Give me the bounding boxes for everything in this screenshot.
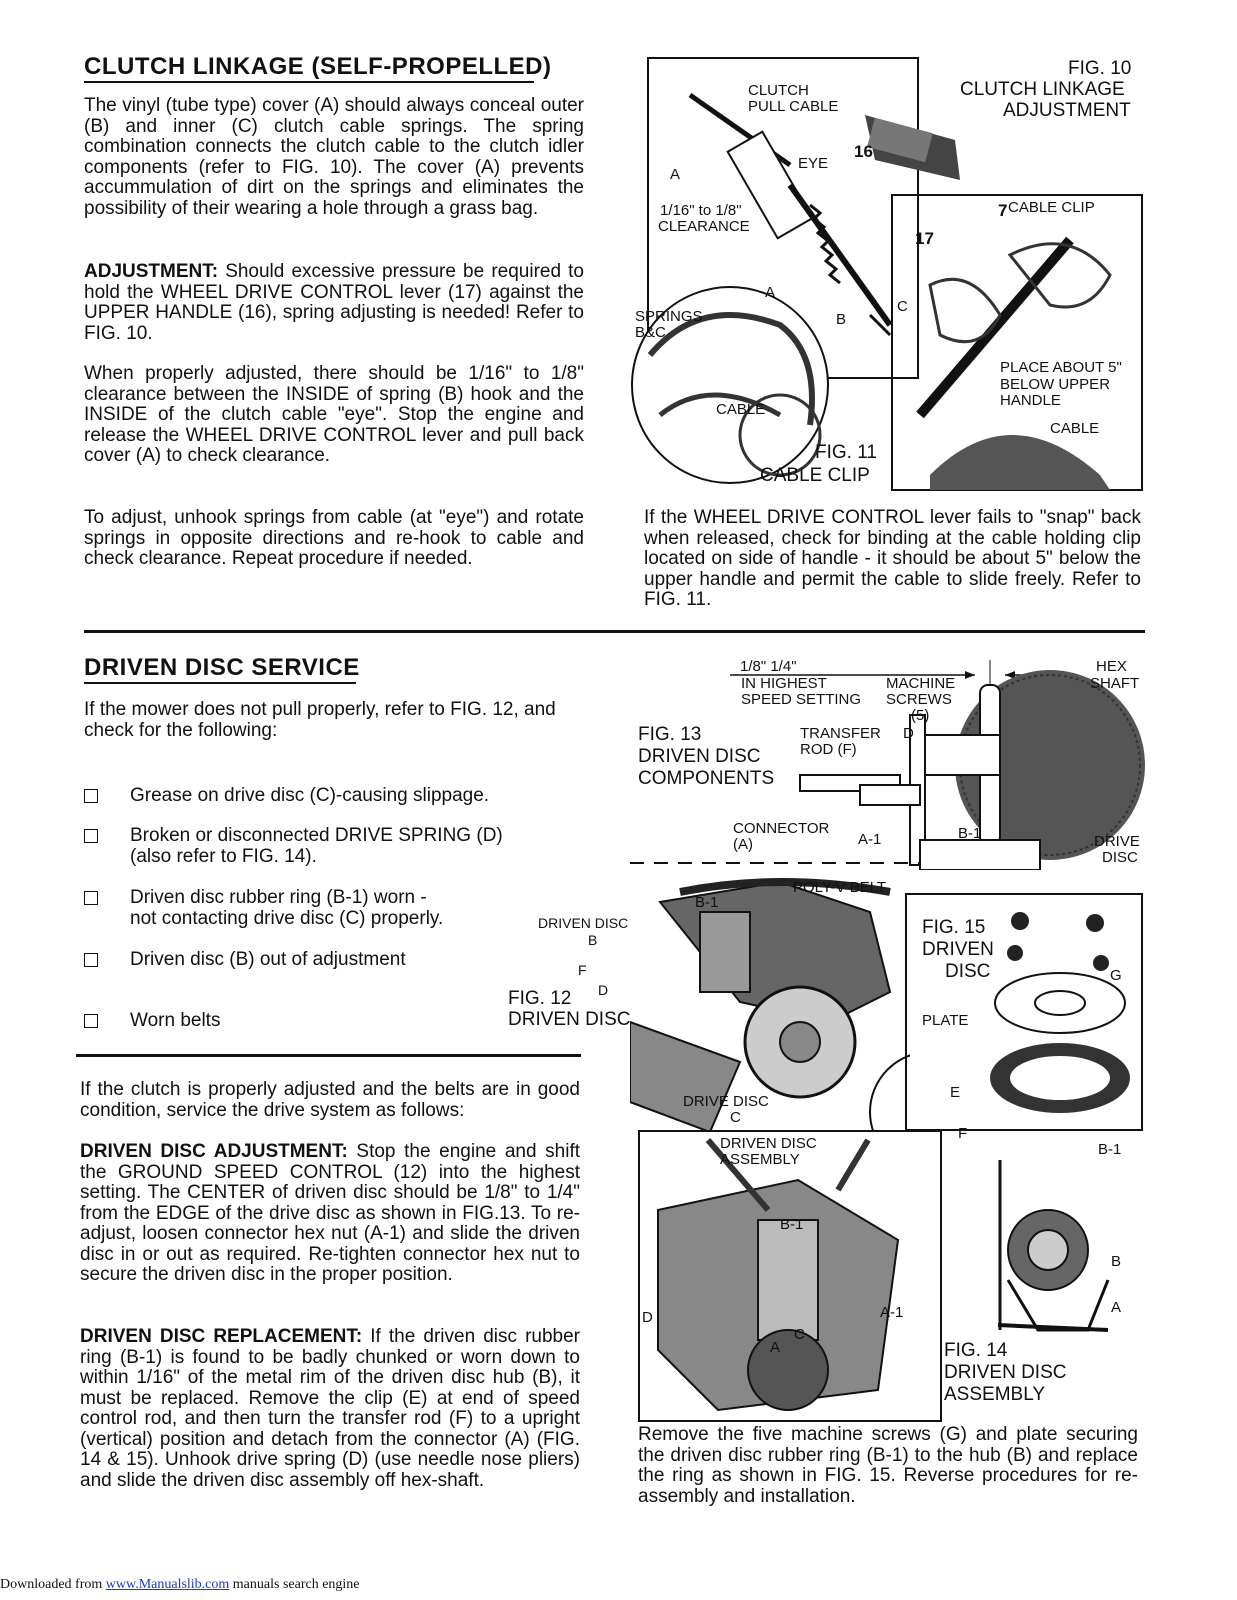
fig13-label-transfer-2: ROD (F): [800, 741, 857, 758]
clutch-paragraph-4: To adjust, unhook springs from cable (at "eye") and rotate springs in opposite directions and re-hook to cable and check clearance. Repeat procedure if needed.: [84, 507, 584, 569]
rep-label: DRIVEN DISC REPLACEMENT:: [80, 1326, 363, 1347]
fig10-label-springs-1: SPRINGS: [635, 308, 703, 325]
driven-disc-service-heading: DRIVEN DISC SERVICE: [84, 654, 360, 681]
driven-intro: If the mower does not pull properly, refer to FIG. 12, and check for the following:: [84, 699, 556, 741]
footer-prefix: Downloaded from: [0, 1577, 106, 1592]
fig10-label-cable-right: CABLE: [1050, 420, 1100, 437]
checklist-text: Driven disc (B) out of adjustment: [130, 949, 406, 970]
adj-text: Stop the engine and shift the GROUND SPEED CONTROL (12) into the highest setting. The CENTER of driven disc should be 1/8" to 1/4" from the EDGE of the drive disc as shown in FIG.13. To re-adjust, loosen connector hex nut (A-1) and slide the driven disc in or out as required. Re-tighten connector hex nut to secure the driven disc in the proper position.: [80, 1141, 580, 1285]
checkbox[interactable]: [84, 789, 98, 803]
fig15-label-g: G: [1110, 967, 1122, 984]
fig12-label-e: E: [950, 1084, 961, 1101]
fig10-label-pull-cable: PULL CABLE: [748, 98, 839, 115]
fig14-label-a1: A-1: [880, 1304, 904, 1321]
adj-label: DRIVEN DISC ADJUSTMENT:: [80, 1141, 348, 1162]
fig14-label-b1: B-1: [780, 1216, 804, 1233]
fig10-caption-number: FIG. 10: [1068, 58, 1132, 79]
clutch-paragraph-3: When properly adjusted, there should be 1/16" to 1/8" clearance between the INSIDE of spring (B) hook and the INSIDE of the clutch cable "eye". Stop the engine and release the WHEEL DRIVE CONTROL lever and pull back cover (A) to check clearance.: [84, 363, 584, 466]
fig13-label-dim: 1/8" 1/4": [740, 658, 797, 675]
fig13-label-d: D: [903, 725, 914, 742]
fig10-label-a2: A: [765, 284, 776, 301]
fig10-label-b: B: [836, 311, 847, 328]
footer-link[interactable]: www.Manualslib.com: [105, 1577, 230, 1592]
fig13-label-connector-1: CONNECTOR: [733, 820, 830, 837]
heading-underline: [84, 81, 534, 83]
adjustment-label: ADJUSTMENT:: [84, 261, 219, 282]
checklist-text-cont: not contacting drive disc (C) properly.: [130, 908, 444, 929]
fig14-caption-line-1: DRIVEN DISC: [944, 1362, 1067, 1383]
fig14-label-assembly-2: ASSEMBLY: [720, 1151, 800, 1168]
checklist-text: Grease on drive disc (C)-causing slippage.: [130, 785, 490, 806]
adjustment-section: [80, 1142, 580, 1286]
fig12-illustration: [630, 872, 910, 1132]
checklist-text: Worn belts: [130, 1010, 221, 1031]
fig10-caption-line-1: CLUTCH LINKAGE: [960, 79, 1125, 100]
fig13-label-drive-1: DRIVE: [1094, 833, 1140, 850]
replacement-section: [80, 1327, 580, 1491]
fig10-caption-line-2: ADJUSTMENT: [1003, 100, 1131, 121]
fig12-label-b1: B-1: [695, 894, 719, 911]
fig13-label-drive-2: DISC: [1102, 849, 1138, 866]
clutch-linkage-heading: CLUTCH LINKAGE (SELF-PROPELLED): [84, 53, 552, 80]
fig12-caption-number: FIG. 12: [508, 988, 572, 1009]
fig14-illustration: [638, 1130, 1145, 1430]
checkbox[interactable]: [84, 953, 98, 967]
driven-heading-underline: [84, 682, 356, 684]
fig13-label-transfer-1: TRANSFER: [800, 725, 881, 742]
fig10-label-place-2: BELOW UPPER: [1000, 376, 1111, 393]
checkbox[interactable]: [84, 829, 98, 843]
checkbox[interactable]: [84, 1014, 98, 1028]
fig10-label-eye: EYE: [798, 155, 829, 172]
fig13-label-connector-2: (A): [733, 836, 753, 853]
fig13-label-speed-2: SPEED SETTING: [741, 691, 862, 708]
fig13-label-machine-1: MACHINE: [886, 675, 956, 692]
checklist-text: Broken or disconnected DRIVE SPRING (D): [130, 825, 503, 846]
section-divider: [84, 630, 1145, 633]
fig15-caption-line-1: DRIVEN: [922, 939, 994, 960]
adjustment-text: Should excessive pressure be required to hold the WHEEL DRIVE CONTROL lever (17) against the UPPER HANDLE (16), spring adjusting is needed! Refer to FIG. 10.: [84, 261, 584, 344]
fig12-label-b: B: [588, 932, 598, 948]
fig14-label-a: A: [770, 1339, 781, 1356]
fig10-label-cable-circle: CABLE: [716, 401, 766, 418]
fig15-caption-line-2: DISC: [945, 961, 991, 982]
fig10-label-a: A: [670, 166, 681, 183]
fig13-label-b1: B-1: [958, 825, 982, 842]
fig14-label-d: D: [642, 1309, 653, 1326]
fig11-paragraph: If the WHEEL DRIVE CONTROL lever fails to "snap" back when released, check for binding at the cable holding clip located on side of handle - it should be about 5" below the upper handle and permit the cable to slide freely. Refer to FIG. 11.: [644, 507, 1141, 610]
fig10-label-springs-2: B&C: [635, 324, 666, 341]
clutch-paragraph-1: The vinyl (tube type) cover (A) should always conceal outer (B) and inner (C) clutch cable springs. The spring combination connects the clutch cable to the clutch idler components (refer to FIG. 10). The cover (A) prevents accummulation of dirt on the springs and eliminates the possibility of their wearing a hole through a grass bag.: [84, 95, 584, 219]
fig14-label-b1-right: B-1: [1098, 1141, 1122, 1158]
fig10-label-16: 16: [854, 142, 873, 161]
fig10-label-c: C: [897, 298, 908, 315]
fig12-label-f: F: [578, 962, 587, 978]
fig15-label-plate: PLATE: [922, 1012, 969, 1029]
fig12-label-drive-disc: DRIVE DISC: [683, 1093, 769, 1110]
fig13-caption-line-1: DRIVEN DISC: [638, 746, 761, 767]
fig13-label-hex-1: HEX: [1096, 658, 1127, 675]
checklist-text: Driven disc rubber ring (B-1) worn -: [130, 887, 427, 908]
fig12-label-c: C: [730, 1109, 741, 1126]
fig11-caption-number: FIG. 11: [815, 442, 877, 463]
fig10-label-place-1: PLACE ABOUT 5": [1000, 359, 1122, 376]
fig10-label-clutch: CLUTCH: [748, 82, 809, 99]
footer: [0, 1577, 360, 1593]
fig13-label-speed-1: IN HIGHEST: [741, 675, 827, 692]
fig12-label-d: D: [598, 982, 609, 998]
fig10-label-7: 7: [998, 201, 1008, 220]
checklist-text-cont: (also refer to FIG. 14).: [130, 846, 317, 867]
fig12-label-f2: F: [958, 1125, 968, 1142]
fig13-caption-line-2: COMPONENTS: [638, 768, 775, 789]
fig13-label-machine-2: SCREWS: [886, 691, 952, 708]
fig12-caption-line: DRIVEN DISC: [508, 1009, 631, 1030]
fig13-label-machine-3: (5): [911, 707, 930, 724]
fig14-label-a-right: A: [1111, 1299, 1122, 1316]
fig12-label-polyv: POLY-V BELT: [793, 879, 887, 896]
fig14-caption-number: FIG. 14: [944, 1340, 1008, 1361]
checklist-divider: [76, 1054, 581, 1057]
fig10-label-17: 17: [915, 229, 934, 248]
fig10-label-clearance-2: CLEARANCE: [658, 218, 750, 235]
fig11-caption-line: CABLE CLIP: [760, 465, 870, 486]
fig13-label-hex-2: SHAFT: [1090, 675, 1140, 692]
fig14-label-b: B: [1111, 1253, 1122, 1270]
fig10-label-clearance-1: 1/16" to 1/8": [660, 202, 742, 219]
fig13-label-a1: A-1: [858, 831, 882, 848]
fig14-label-c: C: [794, 1326, 805, 1343]
fig13-caption-number: FIG. 13: [638, 724, 702, 745]
checkbox[interactable]: [84, 891, 98, 905]
service-paragraph: If the clutch is properly adjusted and the belts are in good condition, service the drive system as follows:: [80, 1079, 580, 1121]
fig15-caption-number: FIG. 15: [922, 917, 986, 938]
adjustment-paragraph: [84, 262, 584, 344]
fig14-caption-line-2: ASSEMBLY: [944, 1384, 1046, 1405]
fig14-label-assembly-1: DRIVEN DISC: [720, 1135, 817, 1152]
fig14-paragraph: Remove the five machine screws (G) and plate securing the driven disc rubber ring (B-1) to the hub (B) and replace the ring as shown in FIG. 15. Reverse procedures for re-assembly and installation.: [638, 1424, 1138, 1507]
rep-text: If the driven disc rubber ring (B-1) is found to be badly chunked or worn down to within 1/16" of the metal rim of the driven disc hub (B), it must be replaced. Remove the clip (E) at end of speed control rod, and then turn the transfer rod (F) to a upright (vertical) position and detach from the connector (A) (FIG. 14 & 15). Unhook drive spring (D) (use needle nose pliers) and slide the driven disc assembly off hex-shaft.: [80, 1326, 581, 1491]
footer-suffix: manuals search engine: [229, 1577, 360, 1592]
fig12-label-driven-disc: DRIVEN DISC: [538, 915, 629, 931]
fig10-label-cable-clip: CABLE CLIP: [1008, 199, 1095, 216]
fig10-label-place-3: HANDLE: [1000, 392, 1061, 409]
